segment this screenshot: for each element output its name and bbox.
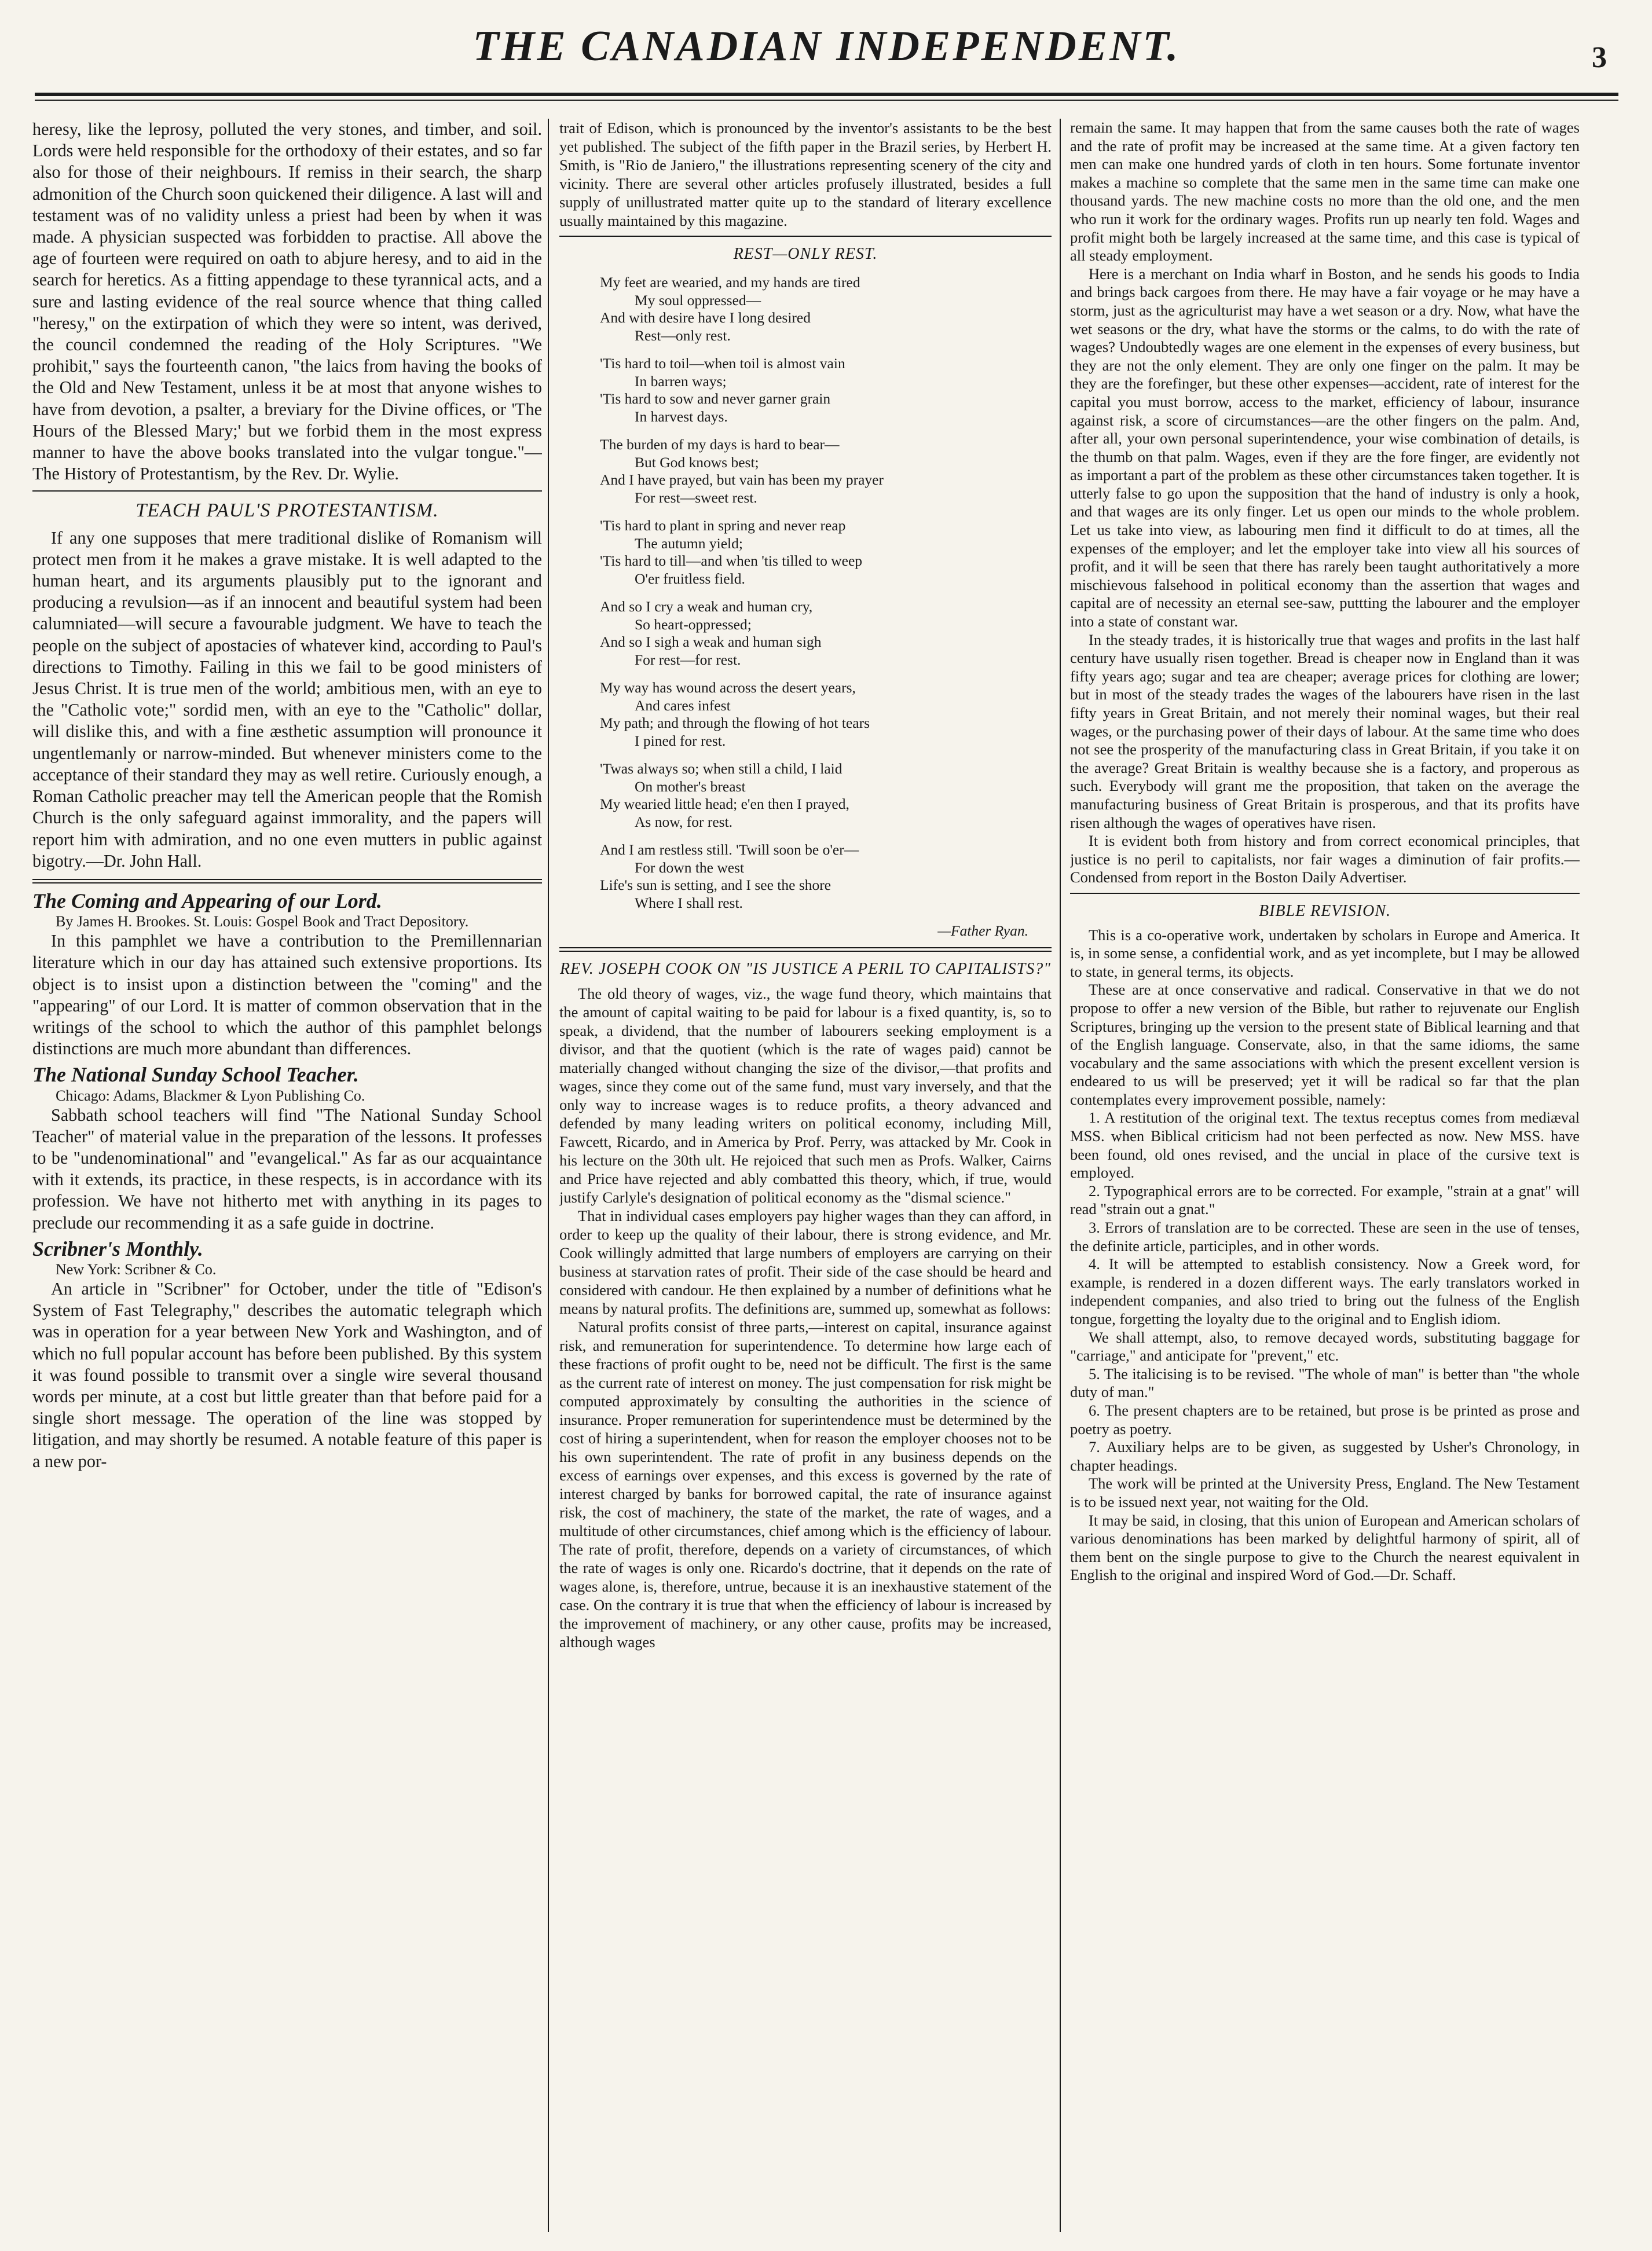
- poem-line: My way has wound across the desert years,: [600, 679, 856, 696]
- article-body: The old theory of wages, viz., the wage fund theory, which maintains that the amount of capital waiting to be paid for labour is a fixed quantity, is, so to speak, a dividend, that the number of labourers seeking employment is a divisor, and that the quotient (which is the rate of wages paid) cannot be materially changed without changing the size of the divisor,—that profits and wages, since they come out of the same fund, must vary inversely, and that the only way to increase wages is to reduce profits, a theory advanced and defended by many leading writers on political economy, including Mill, Fawcett, Ricardo, and in America by Prof. Perry, was attacked by Mr. Cook in his lecture on the 30th ult. He rejoiced that such men as Profs. Walker, Cairns and Price have rejected and ably combatted this theory, which, if true, would justify Carlyle's designation of political economy as the "dismal science.": [559, 984, 1052, 1206]
- article-body: Natural profits consist of three parts,—interest on capital, insurance against risk, and remuneration for superintendence. To determine how large each of these fractions of profit ought to be, need not be difficult. The first is the same as the current rate of interest on money. The just compensation for risk might be computed approximately by consulting the authorities in the science of insurance. Proper remuneration for superintendence must be determined by the cost of hiring a superintendent, when for reason the employer chooses not to be his own superintendent. The rate of profit in any business depends on the excess of earnings over expenses, and this excess is governed by the rate of interest charged by banks for borrowed capital, the rate of insurance against risk, the cost of machinery, the state of the market, the rate of wages, and a multitude of other circumstances, chief among which is the efficiency of labour. The rate of profit, therefore, depends on a variety of circumstances, of which the rate of wages is only one. Ricardo's doctrine, that it depends on the rate of wages alone, is, therefore, untrue, because it is an inexhaustive statement of the case. On the contrary it is true that when the efficiency of labour is increased by the improvement of machinery, or any other cause, profits may be increased, although wages: [559, 1318, 1052, 1651]
- poem-line: Rest—only rest.: [635, 327, 731, 344]
- poem-line: In harvest days.: [635, 408, 728, 425]
- poem-stanza: [600, 517, 1052, 588]
- list-item: 4. It will be attempted to establish consistency. Now a Greek word, for example, is rendered in a dozen different ways. The early translators worked in independent companies, and also tried to bring out the fulness of the English tongue, forgetting the loyalty due to the original and to English idiom.: [1070, 1255, 1580, 1328]
- article-body: It may be said, in closing, that this union of European and American scholars of various denominations has been marked by delightful harmony of spirit, all of them bent on the single purpose to give to the Church the nearest equivalent in English to the original and inspired Word of God.—Dr. Schaff.: [1070, 1511, 1580, 1584]
- review-body: An article in "Scribner" for October, under the title of "Edison's System of Fast Telegraphy," describes the automatic telegraph which was in operation for a year between New York and Washington, and of which no full popular account has before been published. By this system it was found possible to transmit over a single wire several thousand words per minute, at a cost but little greater than that before paid for a single short message. The operation of the line was stopped by litigation, and may shortly be resumed. A notable feature of this paper is a new por-: [32, 1278, 542, 1471]
- poem-line: 'Tis hard to plant in spring and never reap: [600, 517, 846, 534]
- section-divider: [1070, 893, 1580, 894]
- poem-line: And I have prayed, but vain has been my prayer: [600, 471, 884, 488]
- poem-line: And with desire have I long desired: [600, 309, 811, 326]
- poem-stanza: [600, 598, 1052, 669]
- page-number: 3: [1592, 41, 1607, 74]
- poem-stanza: [600, 274, 1052, 344]
- poem-line: 'Tis hard to till—and when 'tis tilled to weep: [600, 552, 863, 569]
- section-heading: BIBLE REVISION.: [1258, 901, 1391, 920]
- column-1: [32, 119, 542, 2232]
- column-3: [1070, 119, 1580, 2232]
- poem-stanza: [600, 355, 1052, 426]
- masthead: [35, 17, 1618, 104]
- list-item: 2. Typographical errors are to be corrected. For example, "strain at a gnat" will read "strain out a gnat.": [1070, 1182, 1580, 1218]
- poem-line: In barren ways;: [635, 372, 727, 390]
- poem-line: 'Tis hard to sow and never garner grain: [600, 390, 831, 407]
- article-continuation: trait of Edison, which is pronounced by the inventor's assistants to be the best yet published. The subject of the fifth paper in the Brazil series, by Herbert H. Smith, is "Rio de Janiero," the illustrations representing scenery of the city and vicinity. There are several other articles profusely illustrated, besides a full supply of unillustrated matter quite up to the standard of literary excellence usually maintained by this magazine.: [559, 119, 1052, 229]
- review-publisher: New York: Scribner & Co.: [56, 1260, 217, 1278]
- section-heading: REV. JOSEPH COOK ON "IS JUSTICE A PERIL TO CAPITALISTS?": [560, 959, 1051, 978]
- poem-line: 'Twas always so; when still a child, I laid: [600, 760, 843, 777]
- article-body: Here is a merchant on India wharf in Boston, and he sends his goods to India and brings back cargoes from there. He may have a fair voyage or he may have a storm, just as the agriculturist may have a wet season or a dry. Now, what have the wet seasons or the dry, what have the storms or the calms, to do with the rate of wages? Undoubtedly wages are one element in the expenses of every business, but they are not the only element. They are only one finger on the palm. It may be they are the forefinger, but these other expenses—accident, rate of interest for the capital you must borrow, access to the market, efficiency of labour, insurance against risk, a score of circumstances—are the other fingers on the palm. And, after all, your own personal superintendence, your wise combination of details, is the thumb on that palm. Wages, even if they are the fore finger, are evidently not as important a part of the problem as these other circumstances taken together. It is utterly false to go upon the supposition that the hand of industry is only a hook, and that wages are its only finger. Let us open our minds to the whole problem. Let us take into view, as labouring men find it difficult to do at times, all the expenses of the employer; and let the employer take into view all his sources of profit, and it will be seen that there has rarely been taught authoritatively a more mischievous falsehood in political economy than the assertion that wages and capital are of necessity an eternal see-saw, puttting the labourer and the employer into a state of constant war.: [1070, 265, 1580, 630]
- article-body: These are at once conservative and radical. Conservative in that we do not propose to offer a new version of the Bible, but rather to rejuvenate our English Scriptures, bringing up the version to the present state of Biblical learning and that of the English language. Conservate, also, in that the same idioms, the same vocabulary and the same associations with which the present excellent version is endeared to us will be preserved; yet it will be radical so far that the plan contemplates every improvement possible, namely:: [1070, 981, 1580, 1108]
- poem-line: My path; and through the flowing of hot tears: [600, 714, 870, 731]
- poem-line: On mother's breast: [635, 778, 746, 795]
- poem-title: REST—ONLY REST.: [733, 245, 878, 263]
- poem-line: For down the west: [635, 859, 745, 876]
- poem-line: Life's sun is setting, and I see the shore: [600, 877, 832, 893]
- review-body: Sabbath school teachers will find "The National Sunday School Teacher" of material value in the preparation of the lessons. It professes to be "undenominational" and "evangelical." As far as our acquaintance with it extends, its practice, in these respects, is in accordance with its profession. We have not hitherto met with anything in its pages to preclude our recommending it as a safe guide in doctrine.: [32, 1105, 542, 1233]
- article-body: It is evident both from history and from correct economical principles, that justice is no peril to capitalists, nor fair wages a diminution of fair profits.—Condensed from report in the Boston Daily Advertiser.: [1070, 832, 1580, 886]
- poem-line: As now, for rest.: [635, 813, 733, 830]
- poem-line: The burden of my days is hard to bear—: [600, 436, 840, 453]
- list-item: 1. A restitution of the original text. The textus receptus comes from mediæval MSS. when Biblical criticism had not been perfected as now. New MSS. have been found, old ones revised, and the uncial in place of the cursive text is employed.: [1070, 1109, 1580, 1182]
- poem-line: Where I shall rest.: [635, 894, 743, 911]
- review-body: In this pamphlet we have a contribution to the Premillennarian literature which in our day has attained such extensive proportions. Its object is to insist upon a distinction between the "coming" and the "appearing" of our Lord. It is matter of common observation that in the writings of the school to which the author of this pamphlet belongs distinctions are much more abundant than differences.: [32, 931, 542, 1059]
- poem-line: And cares infest: [635, 696, 731, 714]
- article-body: The work will be printed at the University Press, England. The New Testament is to be issued next year, not waiting for the Old.: [1070, 1475, 1580, 1511]
- list-item: 3. Errors of translation are to be corrected. These are seen in the use of tenses, the definite article, participles, and in other words.: [1070, 1219, 1580, 1255]
- poem-stanza: [600, 760, 1052, 831]
- poem-line: And so I cry a weak and human cry,: [600, 598, 813, 615]
- column-divider: [1060, 119, 1061, 2232]
- list-item: 7. Auxiliary helps are to be given, as suggested by Usher's Chronology, in chapter headings.: [1070, 1438, 1580, 1474]
- poem-line: So heart-oppressed;: [635, 615, 752, 633]
- poem-line: But God knows best;: [635, 453, 759, 471]
- review-title: Scribner's Monthly.: [32, 1237, 203, 1260]
- poem-line: For rest—for rest.: [635, 651, 741, 668]
- poem-stanza: [600, 841, 1052, 912]
- column-divider: [548, 119, 549, 2232]
- list-item: 5. The italicising is to be revised. "The whole of man" is better than "the whole duty of man.": [1070, 1365, 1580, 1401]
- section-divider: [559, 236, 1052, 237]
- review-title: The Coming and Appearing of our Lord.: [32, 889, 382, 912]
- column-2: [559, 119, 1052, 2232]
- review-publisher: By James H. Brookes. St. Louis: Gospel Book and Tract Depository.: [56, 913, 469, 930]
- poem-stanza: [600, 436, 1052, 507]
- article-body: If any one supposes that mere traditional dislike of Romanism will protect men from it he makes a grave mistake. It is well adapted to the human heart, and its arguments plausibly put to the ignorant and producing a revulsion—as if an innocent and beautiful system had been calumniated—will secure a favourable judgment. We have to teach the people on the subject of apostacies of whatever kind, according to Paul's directions to Timothy. Failing in this we fail to be good ministers of Jesus Christ. It is true men of the world; ambitious men, with an eye to the "Catholic vote;" sordid men, with an eye to the "Catholic" dollar, will dislike this, and with a fine æsthetic assumption will pronounce it ungentlemanly or narrow-minded. But whenever ministers come to the acceptance of their standard they may as well retire. Curiously enough, a Roman Catholic preacher may tell the American people that the Romish Church is the only safeguard against immorality, and the papers will report him with admiration, and no one even mutters in public against bigotry.—Dr. John Hall.: [32, 527, 542, 871]
- review-title: The National Sunday School Teacher.: [32, 1063, 359, 1087]
- article-body: In the steady trades, it is historically true that wages and profits in the last half century have usually risen together. Bread is cheaper now in England than it was fifty years ago; sugar and tea are cheaper; average prices for clothing are lower; but in most of the steady trades the wages of the labourers have risen in the last fifty years in Great Britain, and not merely their nominal wages, but their real wages, or the purchasing power of their days of labour. At the same time who does not see the prosperity of the manufacturing class in Great Britain, if you take it on the average? Great Britain is wealthy because she is a factory, and properous as such. Everybody will grant me the proposition, that taken on the average the manufacturing business of Great Britain is prosperous, and that its profits have risen although the wages of operatives have risen.: [1070, 630, 1580, 831]
- poem-line: For rest—sweet rest.: [635, 489, 757, 506]
- article-body: This is a co-operative work, undertaken by scholars in Europe and America. It is, in some sense, a confidential work, and as yet incomplete, but I may be allowed to state, in general terms, its objects.: [1070, 926, 1580, 980]
- article-body: We shall attempt, also, to remove decayed words, substituting baggage for "carriage," and anticipate for "prevent," etc.: [1070, 1328, 1580, 1365]
- masthead-rule: [35, 93, 1618, 96]
- section-divider: [559, 947, 1052, 952]
- poem-line: And so I sigh a weak and human sigh: [600, 633, 822, 650]
- poem-line: The autumn yield;: [635, 534, 743, 552]
- article-continuation: heresy, like the leprosy, polluted the very stones, and timber, and soil. Lords were held responsible for the orthodoxy of their estates, and so far also for those of their neighbours. If remiss in their search, the sharp admonition of the Church soon quickened their diligence. A last will and testament was of no validity unless a priest had been by when it was made. A physician suspected was forbidden to practise. All above the age of fourteen were required on oath to abjure heresy, and to aid in the search for heretics. As a fitting appendage to these tyrannical acts, and a sure and lasting evidence of the real source whence that thing called "heresy," on the extirpation of which they were so intent, was derived, the council condemned the reading of the Holy Scriptures. "We prohibit," says the fourteenth canon, "the laics from having the books of the Old and New Testament, unless it be at most that anyone wishes to have from devotion, a psalter, a breviary for the Divine offices, or 'The Hours of the Blessed Mary;' but we forbid them in the most express manner to have the above books translated into the vulgar tongue."—The History of Protestantism, by the Rev. Dr. Wylie.: [32, 119, 542, 484]
- poem-line: O'er fruitless field.: [635, 570, 745, 587]
- newspaper-title: THE CANADIAN INDEPENDENT.: [472, 23, 1181, 70]
- poem-line: My feet are wearied, and my hands are tired: [600, 274, 860, 291]
- section-heading: TEACH PAUL'S PROTESTANTISM.: [135, 500, 439, 522]
- poem-line: And I am restless still. 'Twill soon be o'er—: [600, 841, 859, 858]
- section-divider: [32, 490, 542, 492]
- poem-line: I pined for rest.: [635, 732, 726, 749]
- review-publisher: Chicago: Adams, Blackmer & Lyon Publishing Co.: [56, 1087, 365, 1104]
- poem-author: —Father Ryan.: [937, 922, 1028, 939]
- list-item: 6. The present chapters are to be retained, but prose is be printed as prose and poetry as poetry.: [1070, 1401, 1580, 1438]
- poem-line: My wearied little head; e'en then I prayed,: [600, 795, 849, 812]
- section-divider: [32, 879, 542, 883]
- article-continuation: remain the same. It may happen that from the same causes both the rate of wages and the rate of profit may be increased at the same time. At a given factory ten men can make one hundred yards of cloth in ten hours. Some fortunate inventor makes a machine so complete that the same men in the same time can make one thousand yards. The new machine costs no more than the old one, and the men who run it work for the ordinary wages. Profits run up nearly ten fold. Wages and profit might both be largely increased at the same time, and this case is typical of all steady employment.: [1070, 119, 1580, 265]
- poem-body: [559, 274, 1052, 940]
- article-body: That in individual cases employers pay higher wages than they can afford, in order to keep up the quality of their labour, there is strong evidence, and Mr. Cook willingly admitted that large numbers of employers are carrying on their business at starvation rates of profit. Their side of the case should be heard and considered with candour. He then explained by a number of definitions what he means by natural profits. The definitions are, summed up, somewhat as follows:: [559, 1207, 1052, 1317]
- masthead-rule-thin: [35, 100, 1618, 101]
- poem-line: 'Tis hard to toil—when toil is almost vain: [600, 355, 845, 372]
- poem-line: My soul oppressed—: [635, 291, 761, 309]
- poem-stanza: [600, 679, 1052, 750]
